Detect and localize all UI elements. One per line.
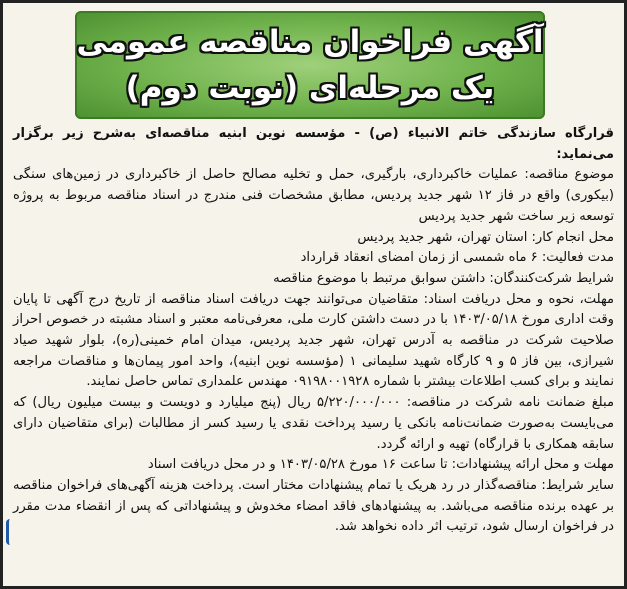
documents-paragraph: مهلت، نحوه و محل دریافت اسناد: متقاضیان می‌توانند جهت دریافت اسناد مناقصه از تاریخ درج آگهی تا پایان وقت اداری مورخ ۱۴۰۳/۰۵/۱۸ با در دست داشتن کارت ملی، معرفی‌نامه معتبر و اسناد مشبته در خصوص احراز صلاحیت شرکت در مناقصه به آدرس تهران، شهر جدید پردیس، میدان امام خمینی(ره)، بلوار شهید صیاد شیرازی، بین فاز ۵ و ۹ کارگاه شهید سلیمانی ۱ (مؤسسه نوین ابنیه)، واحد امور پیمان‌ها و مناقصات مراجعه نمایند و برای کسب اطلاعات بیشتر با شماره ۰۹۱۹۸۰۰۱۹۲۸ مهندس علمداری تماس حاصل نمایند. (13, 291, 614, 390)
other-conditions-paragraph: سایر شرایط: مناقصه‌گذار در رد هریک یا تمام پیشنهادات مختار است. پرداخت هزینه آگهی‌های فراخوان مناقصه بر عهده برنده مناقصه می‌باشد. به پیشنهادهای فاقد امضاء مخدوش و پیشنهاداتی که پس از انقضاء مدت مقرر در فراخوان ارسال شود، ترتیب اثر داده نخواهد شد. (13, 477, 614, 535)
duration-paragraph: مدت فعالیت: ۶ ماه شمسی از زمان امضای انعقاد قرارداد (300, 250, 614, 266)
intro-paragraph: قرارگاه سازندگی خاتم الانبیاء (ص) - مؤسسه نوین ابنیه مناقصه‌ای به‌شرح زیر برگزار می‌نماید: (13, 126, 614, 162)
guarantee-paragraph: مبلغ ضمانت نامه شرکت در مناقصه: ۵/۲۲۰/۰۰۰/۰۰۰ ریال (پنج میلیارد و دویست و بیست میلیون ریال) که می‌بایست به‌صورت ضمانت‌نامه بانکی یا رسید پرداخت نقدی یا رسید کسر از مطالبات (برای متقاضیان دارای سابقه همکاری با قرارگاه) تهیه و ارائه گردد. (13, 395, 614, 452)
location-paragraph: محل انجام کار: استان تهران، شهر جدید پردیس (357, 229, 614, 245)
title-line-2: یک مرحله‌ای (نوبت دوم) (125, 70, 495, 106)
blue-margin-mark (6, 519, 15, 545)
notice-body (13, 124, 614, 538)
subject-paragraph: موضوع مناقصه: عملیات خاکبرداری، بارگیری، حمل و تخلیه مصالح حاصل از خاکبرداری در زمین‌های سنگی (بیکوری) واقع در فاز ۱۲ شهر جدید پردیس، مطابق مشخصات فنی مندرج در اسناد مناقصه مربوط به پروژه توسعه زیر ساخت شهر جدید پردیس (13, 167, 614, 224)
title-line-1: آگهی فراخوان مناقصه عمومی (76, 24, 544, 60)
title-banner (75, 11, 545, 119)
conditions-paragraph: شرایط شرکت‌کنندگان: داشتن سوابق مرتبط با موضوع مناقصه (273, 270, 614, 286)
deadline-paragraph: مهلت و محل ارائه پیشنهادات: تا ساعت ۱۶ مورخ ۱۴۰۳/۰۵/۲۸ و در محل دریافت اسناد (147, 457, 614, 473)
